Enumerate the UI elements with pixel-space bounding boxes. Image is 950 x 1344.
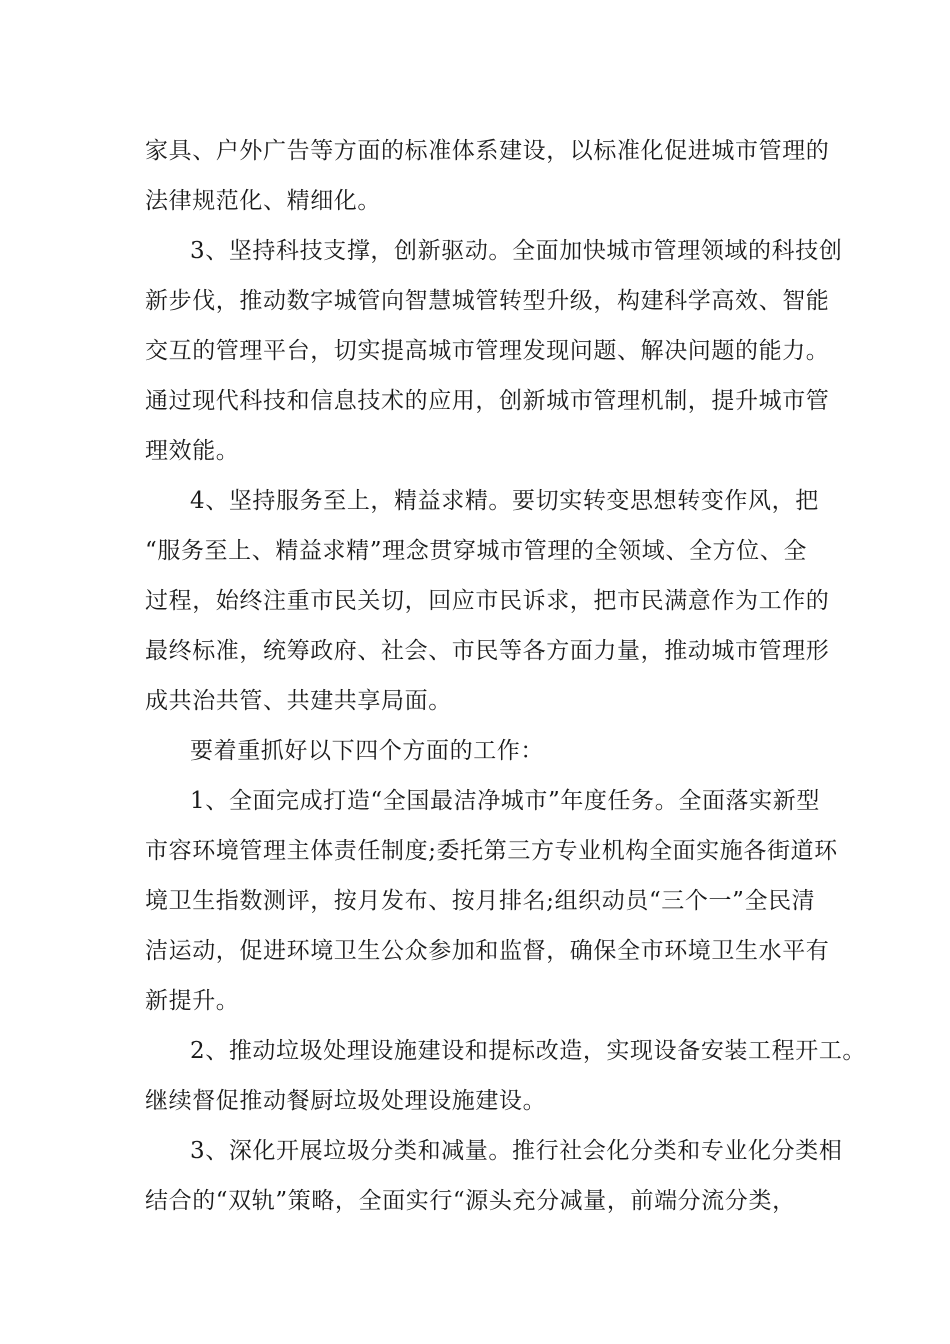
text-line: 最终标准，统筹政府、社会、市民等各方面力量，推动城市管理形 xyxy=(145,638,830,664)
text-line: 新步伐，推动数字城管向智慧城管转型升级，构建科学高效、智能 xyxy=(145,288,830,314)
text-line: 结合的“双轨”策略，全面实行“源头充分减量，前端分流分类， xyxy=(145,1188,796,1214)
paragraph-start-line: 1、全面完成打造“全国最洁净城市”年度任务。全面落实新型 xyxy=(190,788,820,814)
paragraph-start-line: 要着重抓好以下四个方面的工作： xyxy=(190,738,544,764)
text-line: 理效能。 xyxy=(145,438,240,464)
text-line: 家具、户外广告等方面的标准体系建设，以标准化促进城市管理的 xyxy=(145,138,830,164)
paragraph-start-line: 3、坚持科技支撑，创新驱动。全面加快城市管理领域的科技创 xyxy=(190,238,843,264)
text-line: 境卫生指数测评，按月发布、按月排名;组织动员“三个一”全民清 xyxy=(145,888,816,914)
text-line: 新提升。 xyxy=(145,988,240,1014)
text-line: 通过现代科技和信息技术的应用，创新城市管理机制，提升城市管 xyxy=(145,388,830,414)
text-line: 交互的管理平台，切实提高城市管理发现问题、解决问题的能力。 xyxy=(145,338,830,364)
text-line: 过程，始终注重市民关切，回应市民诉求，把市民满意作为工作的 xyxy=(145,588,830,614)
text-line: 继续督促推动餐厨垃圾处理设施建设。 xyxy=(145,1088,547,1114)
text-line: 洁运动，促进环境卫生公众参加和监督，确保全市环境卫生水平有 xyxy=(145,938,830,964)
text-line: 成共治共管、共建共享局面。 xyxy=(145,688,452,714)
text-line: 市容环境管理主体责任制度;委托第三方专业机构全面实施各街道环 xyxy=(145,838,838,864)
paragraph-start-line: 4、坚持服务至上，精益求精。要切实转变思想转变作风，把 xyxy=(190,488,819,514)
paragraph-start-line: 2、推动垃圾处理设施建设和提标改造，实现设备安装工程开工。 xyxy=(190,1038,867,1064)
text-line: 法律规范化、精细化。 xyxy=(145,188,381,214)
text-line: “服务至上、精益求精”理念贯穿城市管理的全领域、全方位、全 xyxy=(145,538,807,564)
paragraph-start-line: 3、深化开展垃圾分类和减量。推行社会化分类和专业化分类相 xyxy=(190,1138,843,1164)
